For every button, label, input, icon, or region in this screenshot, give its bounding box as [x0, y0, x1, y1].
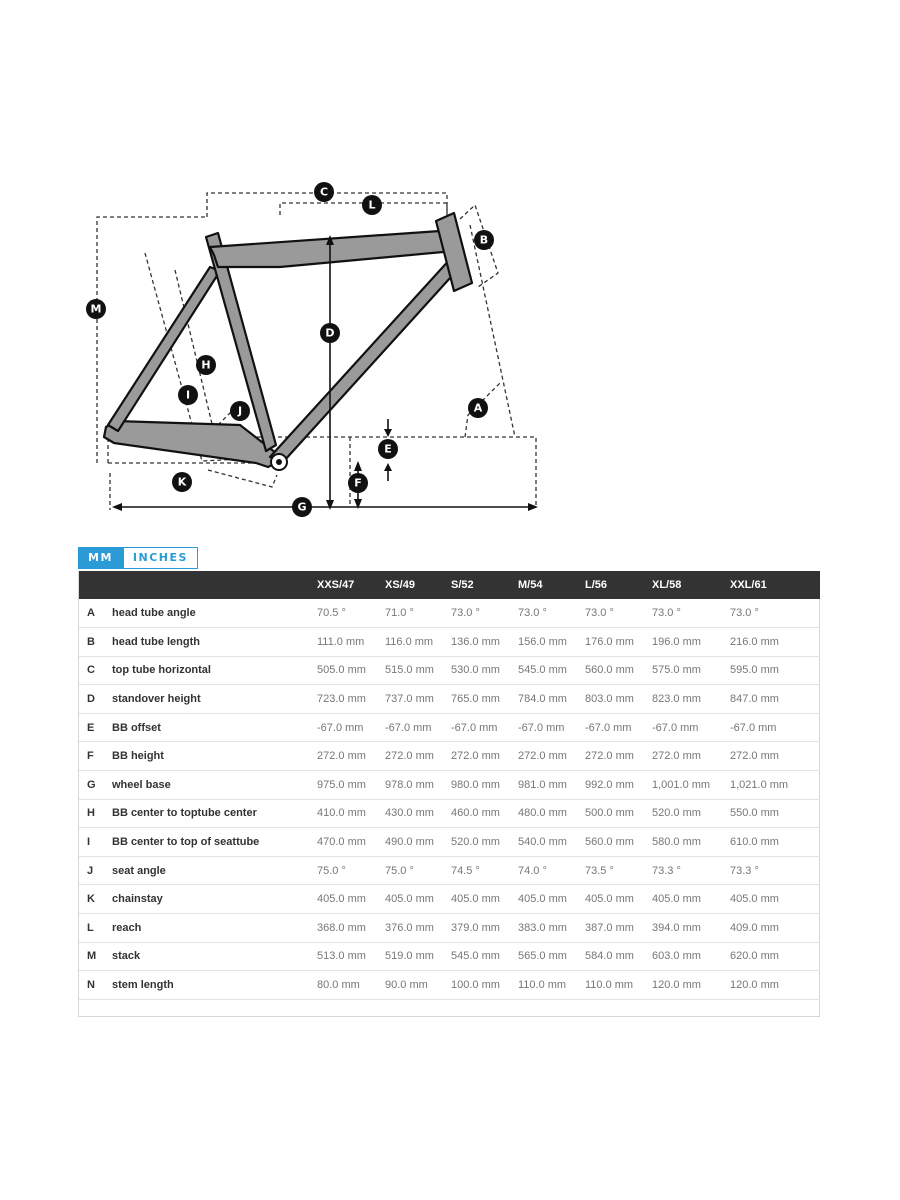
measurement-value: 73.0 ° — [652, 607, 681, 620]
row-letter: G — [87, 778, 96, 791]
measurement-value: 490.0 mm — [385, 836, 434, 849]
measurement-value: 73.3 ° — [730, 864, 759, 877]
measurement-value: 560.0 mm — [585, 836, 634, 849]
marker-h — [196, 355, 216, 375]
table-row — [79, 914, 820, 943]
measurement-value: 73.5 ° — [585, 864, 614, 877]
geometry-table — [78, 571, 820, 1017]
svg-text:C: C — [319, 185, 329, 199]
unit-tabs — [78, 547, 198, 569]
measurement-value: 196.0 mm — [652, 635, 701, 648]
measurement-value: 980.0 mm — [451, 778, 500, 791]
measurement-name: BB offset — [112, 721, 161, 734]
measurement-value: 383.0 mm — [518, 921, 567, 934]
table-row — [79, 713, 820, 742]
measurement-value: 981.0 mm — [518, 778, 567, 791]
measurement-value: 540.0 mm — [518, 836, 567, 849]
measurement-value: 136.0 mm — [451, 635, 500, 648]
measurement-value: 176.0 mm — [585, 635, 634, 648]
measurement-name: stem length — [112, 979, 174, 992]
measurement-name: BB center to toptube center — [112, 807, 257, 820]
measurement-value: 379.0 mm — [451, 921, 500, 934]
measurement-value: 515.0 mm — [385, 664, 434, 677]
measurement-name: head tube angle — [112, 607, 196, 620]
table-row — [79, 656, 820, 685]
measurement-value: 409.0 mm — [730, 921, 779, 934]
row-letter: F — [87, 750, 94, 763]
measurement-value: 156.0 mm — [518, 635, 567, 648]
measurement-value: 737.0 mm — [385, 693, 434, 706]
bike-frame — [104, 213, 472, 470]
row-letter: E — [87, 721, 95, 734]
row-letter: N — [87, 979, 95, 992]
table-row — [79, 685, 820, 714]
measurement-value: 387.0 mm — [585, 921, 634, 934]
marker-d — [320, 323, 340, 343]
measurement-value: 480.0 mm — [518, 807, 567, 820]
marker-f — [348, 473, 368, 493]
measurement-value: 73.0 ° — [518, 607, 547, 620]
measurement-name: standover height — [112, 693, 201, 706]
measurement-value: 765.0 mm — [451, 693, 500, 706]
measurement-value: 394.0 mm — [652, 921, 701, 934]
size-header: XS/49 — [385, 579, 415, 591]
marker-l — [362, 195, 382, 215]
measurement-value: -67.0 mm — [385, 721, 432, 734]
marker-i — [178, 385, 198, 405]
measurement-value: 823.0 mm — [652, 693, 701, 706]
measurement-value: 405.0 mm — [652, 893, 701, 906]
measurement-value: 272.0 mm — [518, 750, 567, 763]
marker-c — [314, 182, 334, 202]
measurement-value: 1,021.0 mm — [730, 778, 789, 791]
table-header-row — [79, 571, 820, 599]
measurement-value: 460.0 mm — [451, 807, 500, 820]
frame-geometry-diagram — [80, 175, 560, 520]
measurement-value: 110.0 mm — [518, 979, 567, 992]
row-letter: B — [87, 635, 95, 648]
measurement-value: 520.0 mm — [451, 836, 500, 849]
measurement-value: 470.0 mm — [317, 836, 366, 849]
marker-j — [230, 401, 250, 421]
measurement-value: 505.0 mm — [317, 664, 366, 677]
measurement-value: 847.0 mm — [730, 693, 779, 706]
size-header: S/52 — [451, 579, 474, 591]
svg-text:G: G — [297, 500, 307, 514]
measurement-value: 595.0 mm — [730, 664, 779, 677]
table-row — [79, 828, 820, 857]
measurement-value: 545.0 mm — [451, 950, 500, 963]
measurement-value: 74.0 ° — [518, 864, 547, 877]
measurement-value: 405.0 mm — [585, 893, 634, 906]
measurement-value: 975.0 mm — [317, 778, 366, 791]
svg-text:M: M — [90, 302, 102, 316]
measurement-value: 90.0 mm — [385, 979, 428, 992]
svg-text:J: J — [237, 404, 243, 418]
table-row — [79, 885, 820, 914]
marker-m — [86, 299, 106, 319]
measurement-value: 519.0 mm — [385, 950, 434, 963]
table-row — [79, 942, 820, 971]
svg-text:F: F — [354, 476, 362, 490]
measurement-value: 513.0 mm — [317, 950, 366, 963]
measurement-value: 70.5 ° — [317, 607, 346, 620]
measurement-value: 75.0 ° — [317, 864, 346, 877]
measurement-value: 272.0 mm — [317, 750, 366, 763]
measurement-value: 272.0 mm — [451, 750, 500, 763]
svg-text:A: A — [473, 401, 483, 415]
table-row — [79, 628, 820, 657]
measurement-name: head tube length — [112, 635, 200, 648]
svg-text:L: L — [368, 198, 376, 212]
measurement-value: 405.0 mm — [518, 893, 567, 906]
measurement-value: -67.0 mm — [730, 721, 777, 734]
measurement-value: 116.0 mm — [385, 635, 434, 648]
measurement-name: seat angle — [112, 864, 166, 877]
measurement-value: 410.0 mm — [317, 807, 366, 820]
tab-mm[interactable]: MM — [78, 547, 123, 569]
row-letter: D — [87, 693, 95, 706]
measurement-value: 405.0 mm — [451, 893, 500, 906]
size-header: M/54 — [518, 579, 543, 591]
measurement-value: 71.0 ° — [385, 607, 414, 620]
measurement-value: 272.0 mm — [585, 750, 634, 763]
measurement-value: 565.0 mm — [518, 950, 567, 963]
measurement-name: BB height — [112, 750, 164, 763]
row-letter: A — [87, 607, 95, 620]
row-letter: L — [87, 921, 94, 934]
marker-k — [172, 472, 192, 492]
size-header: L/56 — [585, 579, 608, 591]
row-letter: H — [87, 807, 95, 820]
measurement-value: 784.0 mm — [518, 693, 567, 706]
measurement-value: 580.0 mm — [652, 836, 701, 849]
measurement-value: 560.0 mm — [585, 664, 634, 677]
measurement-value: 550.0 mm — [730, 807, 779, 820]
measurement-value: 520.0 mm — [652, 807, 701, 820]
measurement-value: 73.3 ° — [652, 864, 681, 877]
measurement-value: 272.0 mm — [385, 750, 434, 763]
measurement-value: 120.0 mm — [652, 979, 701, 992]
measurement-value: 723.0 mm — [317, 693, 366, 706]
svg-text:H: H — [201, 358, 211, 372]
measurement-value: 120.0 mm — [730, 979, 779, 992]
measurement-value: 584.0 mm — [585, 950, 634, 963]
table-row — [79, 971, 820, 1000]
size-header: XXS/47 — [317, 579, 355, 591]
measurement-value: 992.0 mm — [585, 778, 634, 791]
measurement-value: 610.0 mm — [730, 836, 779, 849]
measurement-value: 803.0 mm — [585, 693, 634, 706]
svg-text:E: E — [384, 442, 392, 456]
measurement-value: 74.5 ° — [451, 864, 480, 877]
svg-text:B: B — [479, 233, 489, 247]
measurement-value: 75.0 ° — [385, 864, 414, 877]
measurement-value: 545.0 mm — [518, 664, 567, 677]
marker-a — [468, 398, 488, 418]
row-letter: M — [87, 950, 97, 963]
measurement-value: -67.0 mm — [652, 721, 699, 734]
svg-text:K: K — [177, 475, 187, 489]
measurement-value: 73.0 ° — [585, 607, 614, 620]
table-row — [79, 599, 820, 628]
measurement-name: wheel base — [112, 778, 171, 791]
measurement-value: 405.0 mm — [385, 893, 434, 906]
table-row — [79, 742, 820, 771]
size-header: XXL/61 — [730, 579, 767, 591]
measurement-value: 272.0 mm — [652, 750, 701, 763]
row-letter: I — [87, 836, 91, 849]
measurement-name: top tube horizontal — [112, 664, 211, 677]
table-row — [79, 856, 820, 885]
table-row — [79, 799, 820, 828]
measurement-value: 530.0 mm — [451, 664, 500, 677]
row-letter: C — [87, 664, 95, 677]
measurement-value: 111.0 mm — [317, 635, 365, 648]
measurement-value: 978.0 mm — [385, 778, 434, 791]
row-letter: K — [87, 893, 95, 906]
measurement-value: 620.0 mm — [730, 950, 779, 963]
measurement-name: stack — [112, 950, 141, 963]
row-letter: J — [87, 864, 94, 877]
tab-inches[interactable]: INCHES — [123, 547, 198, 569]
measurement-value: 368.0 mm — [317, 921, 366, 934]
svg-text:D: D — [325, 326, 335, 340]
measurement-name: BB center to top of seattube — [112, 836, 260, 849]
measurement-value: 430.0 mm — [385, 807, 434, 820]
measurement-value: 100.0 mm — [451, 979, 500, 992]
measurement-value: 405.0 mm — [317, 893, 366, 906]
size-header: XL/58 — [652, 579, 682, 591]
marker-b — [474, 230, 494, 250]
measurement-value: -67.0 mm — [585, 721, 632, 734]
measurement-name: reach — [112, 921, 142, 934]
measurement-value: 110.0 mm — [585, 979, 634, 992]
measurement-value: 1,001.0 mm — [652, 778, 711, 791]
measurement-value: 405.0 mm — [730, 893, 779, 906]
measurement-value: -67.0 mm — [317, 721, 364, 734]
measurement-value: 73.0 ° — [730, 607, 759, 620]
measurement-name: chainstay — [112, 893, 163, 906]
measurement-value: 73.0 ° — [451, 607, 480, 620]
measurement-value: 500.0 mm — [585, 807, 634, 820]
measurement-value: -67.0 mm — [518, 721, 565, 734]
marker-e — [378, 439, 398, 459]
measurement-value: 575.0 mm — [652, 664, 701, 677]
measurement-value: 216.0 mm — [730, 635, 779, 648]
measurement-value: 80.0 mm — [317, 979, 360, 992]
measurement-arrows — [112, 235, 538, 511]
table-row — [79, 771, 820, 800]
measurement-value: 272.0 mm — [730, 750, 779, 763]
measurement-value: -67.0 mm — [451, 721, 498, 734]
measurement-value: 603.0 mm — [652, 950, 701, 963]
marker-g — [292, 497, 312, 517]
svg-text:I: I — [185, 388, 191, 402]
measurement-value: 376.0 mm — [385, 921, 434, 934]
